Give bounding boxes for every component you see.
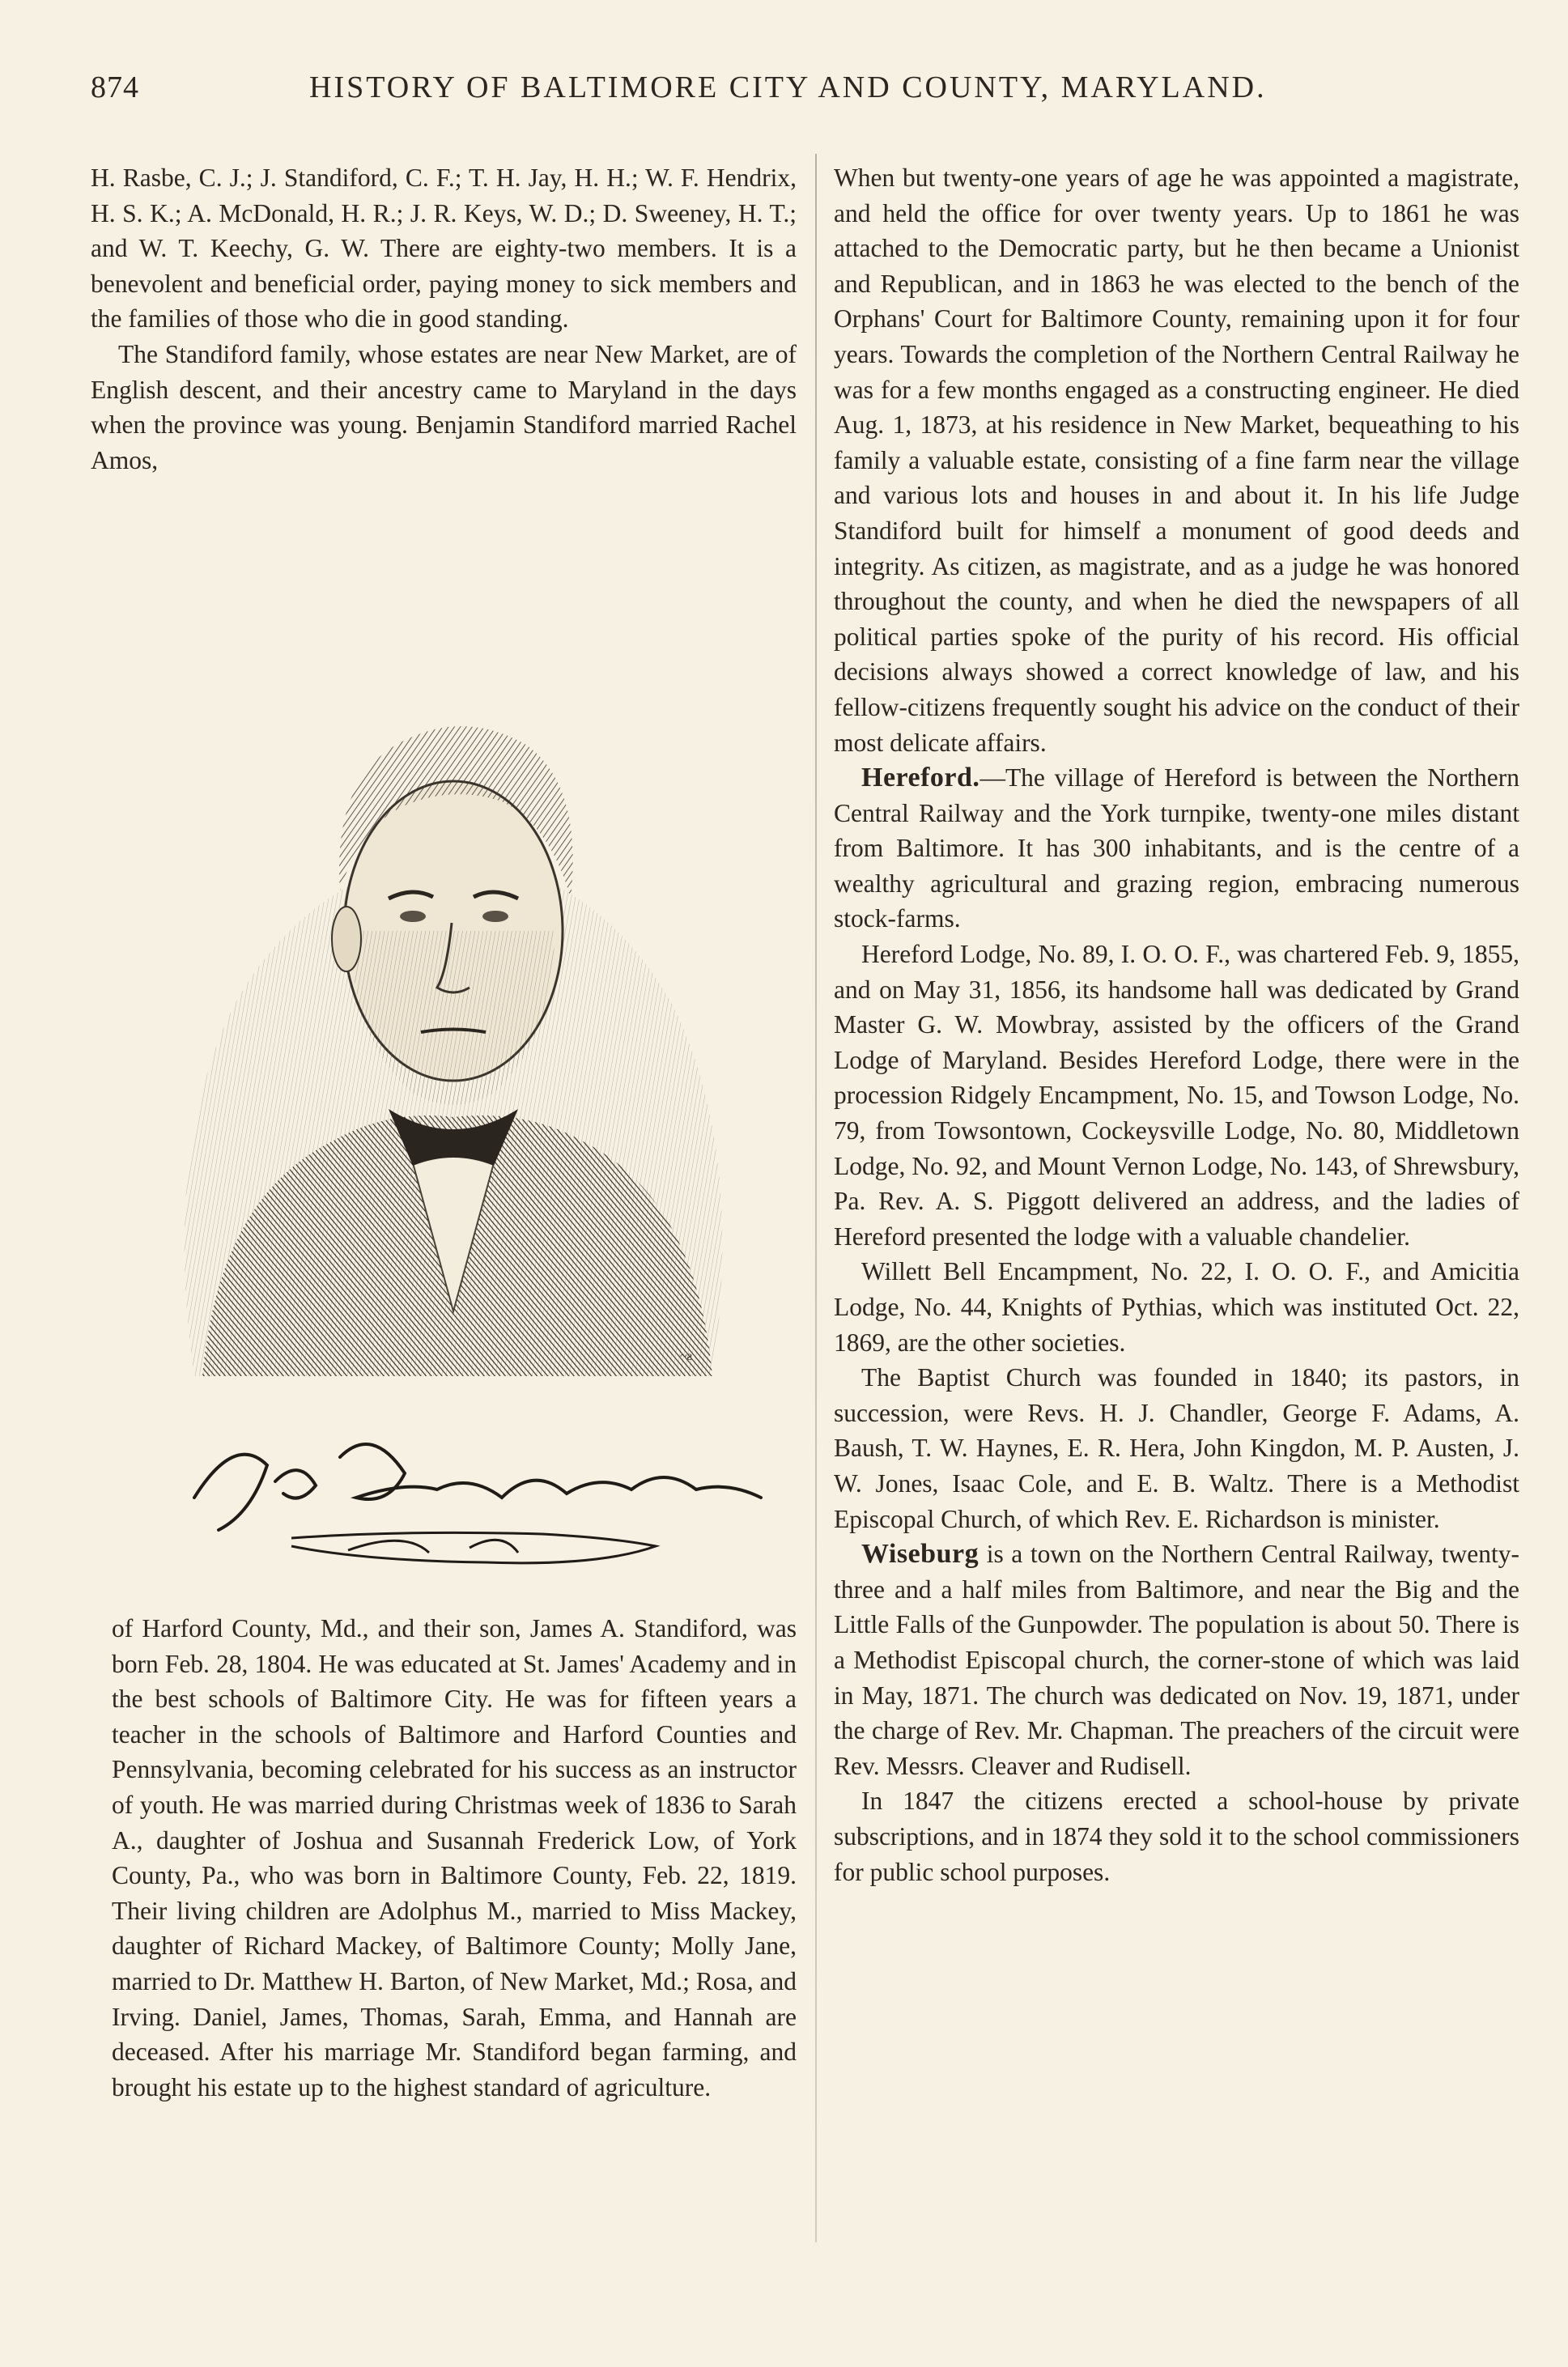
right-column — [834, 160, 1519, 1889]
left-column-bottom — [112, 1611, 797, 2105]
societies-paragraph: Willett Bell Encampment, No. 22, I. O. O. F., and Amicitia Lodge, No. 44, Knights of Pythias, which was instituted Oct. 22, 1869, are the other societies. — [834, 1257, 1519, 1357]
standiford-biography-paragraph: of Harford County, Md., and their son, James A. Standiford, was born Feb. 28, 1804. He was educated at St. James' Academy and in the best schools of Baltimore City. He was for fifteen years a teacher in the schools of Baltimore and Harford Counties and Pennsylvania, becoming celebrated for his success as an instructor of youth. He was married during Christmas week of 1836 to Sarah A., daughter of Joshua and Susannah Frederick Low, of York County, Pa., who was born in Baltimore County, Feb. 22, 1819. Their living children are Adolphus M., married to Miss Mackey, daughter of Richard Mackey, of Baltimore County; Molly Jane, married to Dr. Matthew H. Barton, of New Market, Md.; Rosa, and Irving. Daniel, James, Thomas, Sarah, Emma, and Hannah are deceased. After his marriage Mr. Standiford began farming, and brought his estate up to the highest standard of agriculture. — [112, 1614, 797, 2101]
baptist-church-paragraph: The Baptist Church was founded in 1840; its pastors, in succession, were Revs. H. J. Chandler, George F. Adams, A. Baush, T. W. Haynes, E. R. Hera, John Kingdon, M. P. Austen, J. W. Jones, Isaac Cole, and E. B. Waltz. There is a Methodist Episcopal Church, of which Rev. E. Richardson is minister. — [834, 1363, 1519, 1533]
page-header — [91, 70, 1350, 118]
running-title: HISTORY OF BALTIMORE CITY AND COUNTY, MARYLAND. — [309, 70, 1267, 104]
hereford-paragraph — [834, 760, 1519, 937]
standiford-intro-paragraph: The Standiford family, whose estates are near New Market, are of English descent, and their ancestry came to Maryland in the days when the province was young. Benjamin Standiford married Rachel Amos, — [91, 339, 797, 474]
page-number: 874 — [91, 70, 139, 104]
hereford-lodge-paragraph: Hereford Lodge, No. 89, I. O. O. F., was chartered Feb. 9, 1855, and on May 31, 1856, its handsome hall was dedicated by Grand Master G. W. Mowbray, assisted by the officers of the Grand Lodge of Maryland. Besides Hereford Lodge, there were in the procession Ridgely Encampment, No. 15, and Towson Lodge, No. 79, from Towsontown, Cockeysville Lodge, No. 80, Middletown Lodge, No. 92, and Mount Vernon Lodge, No. 143, of Shrewsbury, Pa. Rev. A. S. Piggott delivered an address, and the ladies of Hereford presented the lodge with a valuable chandelier. — [834, 940, 1519, 1251]
wiseburg-heading: Wiseburg — [861, 1539, 979, 1570]
judge-career-paragraph: When but twenty-one years of age he was appointed a magistrate, and held the office for over twenty years. Up to 1861 he was attached to the Democratic party, but he then became a Unionist and Republican, and in 1863 he was elected to the bench of the Orphans' Court for Baltimore County, remaining upon it for four years. Towards the completion of the Northern Central Railway he was for a few months engaged as a constructing engineer. He died Aug. 1, 1873, at his residence in New Market, bequeathing to his family a valuable estate, consisting of a fine farm near the village and various lots and houses in and about it. In his life Judge Standiford built for himself a monument of good deeds and integrity. As citizen, as magistrate, and as a judge he was honored throughout the county, and when he died the newspapers of all political parties spoke of the purity of his record. His official decisions always showed a correct knowledge of law, and his fellow-citizens frequently sought his advice on the conduct of their most delicate affairs. — [834, 164, 1519, 757]
members-paragraph: H. Rasbe, C. J.; J. Standiford, C. F.; T. H. Jay, H. H.; W. F. Hendrix, H. S. K.; A. McDonald, H. R.; J. R. Keys, W. D.; D. Sweeney, H. T.; and W. T. Keechy, G. W. There are eighty-two members. It is a benevolent and beneficial order, paying money to sick members and the families of those who die in good standing. — [91, 164, 797, 334]
left-column-top — [91, 160, 797, 478]
portrait-engraving — [146, 583, 761, 1376]
column-divider — [815, 154, 817, 2242]
school-house-paragraph: In 1847 the citizens erected a school-house by private subscriptions, and in 1874 they sold it to the school commissioners for public school purposes. — [834, 1787, 1519, 1886]
handwritten-signature — [162, 1409, 777, 1570]
wiseburg-paragraph — [834, 1536, 1519, 1783]
wiseburg-text: is a town on the Northern Central Railway, twenty-three and a half miles from Baltimore, and near the Big and the Little Falls of the Gunpowder. The population is about 50. There is a Methodist Episcopal church, the corner-stone of which was laid in May, 1871. The church was dedicated on Nov. 19, 1871, under the charge of Rev. Mr. Chapman. The preachers of the circuit were Rev. Messrs. Cleaver and Rudisell. — [834, 1540, 1519, 1780]
hereford-text: —The village of Hereford is between the Northern Central Railway and the York turnpike, twenty-one miles distant from Baltimore. It has 300 inhabitants, and is the centre of a wealthy agricultural and grazing region, embracing numerous stock-farms. — [834, 763, 1519, 933]
hereford-heading: Hereford. — [861, 763, 980, 793]
svg-text:~ƨ: ~ƨ — [680, 1349, 692, 1363]
